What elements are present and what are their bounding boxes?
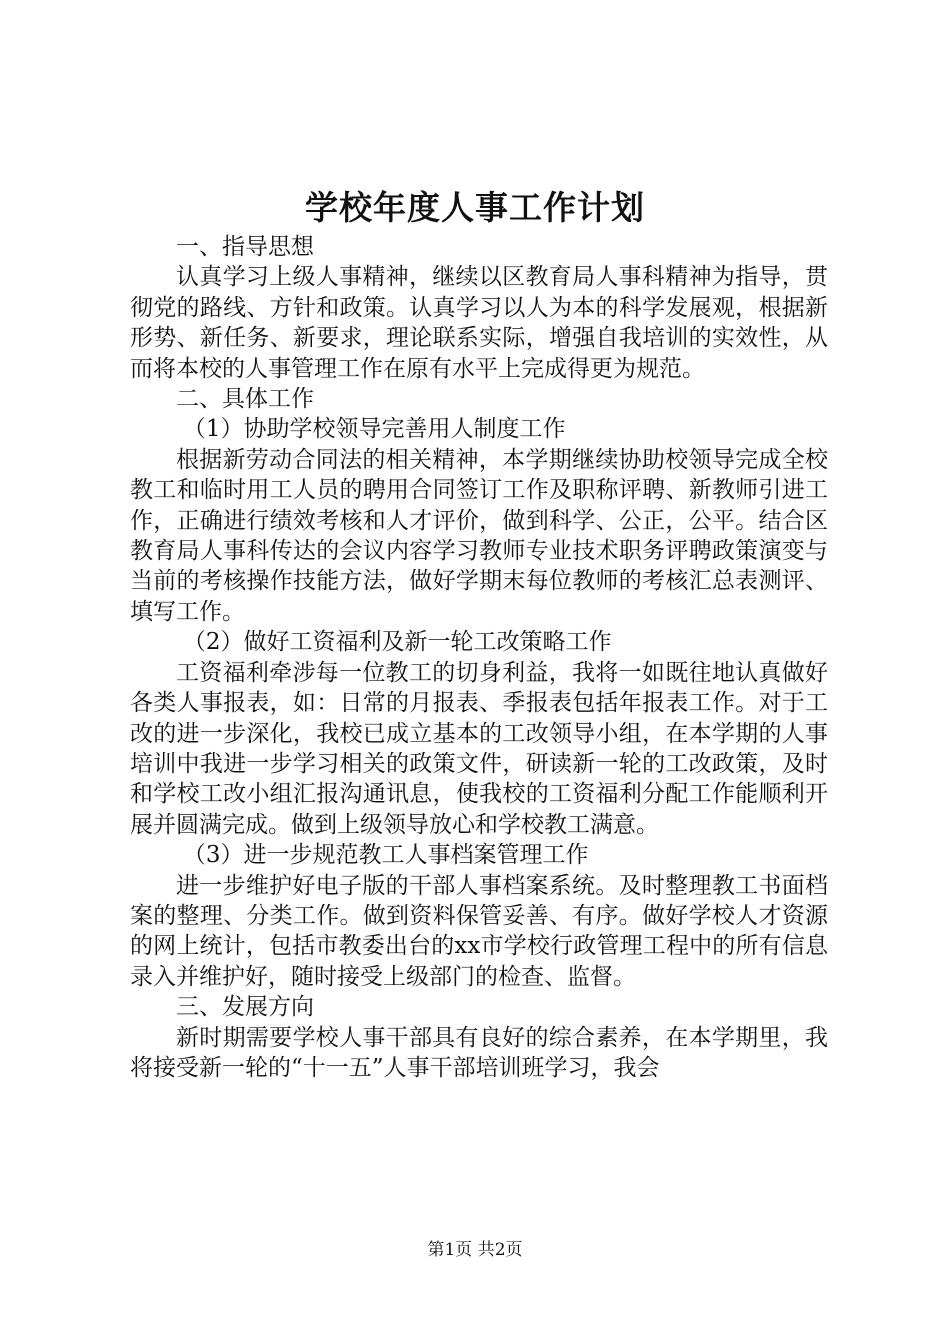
section-heading-development: 三、发展方向 [176, 994, 314, 1021]
subsection-heading-1: （1）协助学校领导完善用人制度工作 [182, 416, 566, 443]
page-number-footer: 第1页 共2页 [427, 1240, 523, 1260]
paragraph-guiding-ideology: 认真学习上级人事精神，继续以区教育局人事科精神为指导，贯彻党的路线、方针和政策。认真学习以人为本的科学发展观，根据新形势、新任务、新要求，理论联系实际，增强自我培训的实效性，从而将本校的人事管理工作在原有水平上完成得更为规范。 [130, 264, 828, 382]
paragraph-development: 新时期需要学校人事干部具有良好的综合素养，在本学期里，我将接受新一轮的“十一五”人事干部培训班学习，我会 [130, 1024, 828, 1081]
paragraph-subsection-1: 根据新劳动合同法的相关精神，本学期继续协助校领导完成全校教工和临时用工人员的聘用合同签订工作及职称评聘、新教师引进工作，正确进行绩效考核和人才评价，做到科学、公正，公平。结合区教育局人事科传达的会议内容学习教师专业技术职务评聘政策演变与当前的考核操作技能方法，做好学期末每位教师的考核汇总表测评、填写工作。 [130, 446, 828, 625]
document-title: 学校年度人事工作计划 [305, 188, 645, 227]
section-heading-specific-work: 二、具体工作 [176, 386, 314, 413]
subsection-heading-2: （2）做好工资福利及新一轮工改策略工作 [182, 629, 612, 656]
paragraph-subsection-3: 进一步维护好电子版的干部人事档案系统。及时整理教工书面档案的整理、分类工作。做到资料保管妥善、有序。做好学校人才资源的网上统计，包括市教委出台的xx市学校行政管理工程中的所有信息录入并维护好，随时接受上级部门的检查、监督。 [130, 872, 828, 990]
subsection-heading-3: （3）进一步规范教工人事档案管理工作 [182, 842, 589, 869]
section-heading-guiding-ideology: 一、指导思想 [176, 234, 314, 260]
document-body [130, 232, 828, 1083]
paragraph-subsection-2: 工资福利牵涉每一位教工的切身利益，我将一如既往地认真做好各类人事报表，如：日常的月报表、季报表包括年报表工作。对于工改的进一步深化，我校已成立基本的工改领导小组，在本学期的人事培训中我进一步学习相关的政策文件，研读新一轮的工改政策，及时和学校工改小组汇报沟通讯息，使我校的工资福利分配工作能顺利开展并圆满完成。做到上级领导放心和学校教工满意。 [130, 659, 828, 838]
